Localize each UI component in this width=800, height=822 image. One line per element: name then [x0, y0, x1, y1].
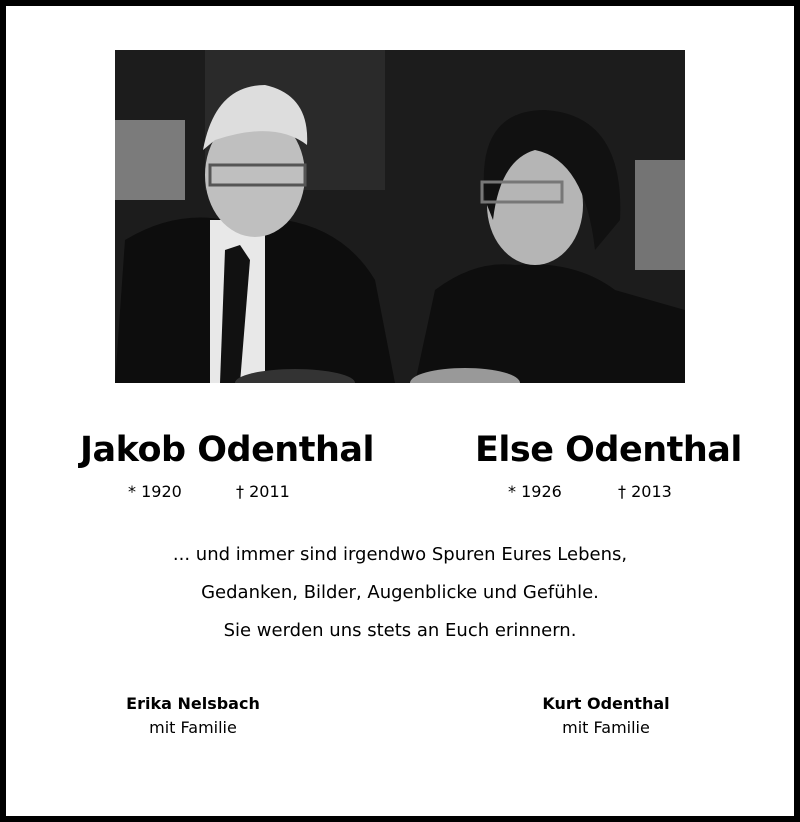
- death-year-1: † 2011: [236, 482, 290, 501]
- couple-photo: [115, 50, 685, 383]
- deceased-name-2: Else Odenthal: [475, 430, 742, 470]
- birth-year-1: * 1920: [128, 482, 182, 501]
- verse-line-2: Gedanken, Bilder, Augenblicke und Gefühle.: [201, 582, 599, 603]
- deceased-name-1: Jakob Odenthal: [80, 430, 374, 470]
- obituary-card: [6, 6, 794, 816]
- signature-left: [93, 692, 293, 740]
- signature-right: [506, 692, 706, 740]
- verse-line-1: ... und immer sind irgendwo Spuren Eures Lebens,: [172, 544, 628, 565]
- verse-line-3: Sie werden uns stets an Euch erinnern.: [223, 620, 577, 641]
- signature-note: mit Familie: [149, 718, 237, 737]
- signature-note: mit Familie: [562, 718, 650, 737]
- signature-name: Erika Nelsbach: [126, 694, 260, 713]
- birth-year-2: * 1926: [508, 482, 562, 501]
- signature-name: Kurt Odenthal: [542, 694, 670, 713]
- death-year-2: † 2013: [618, 482, 672, 501]
